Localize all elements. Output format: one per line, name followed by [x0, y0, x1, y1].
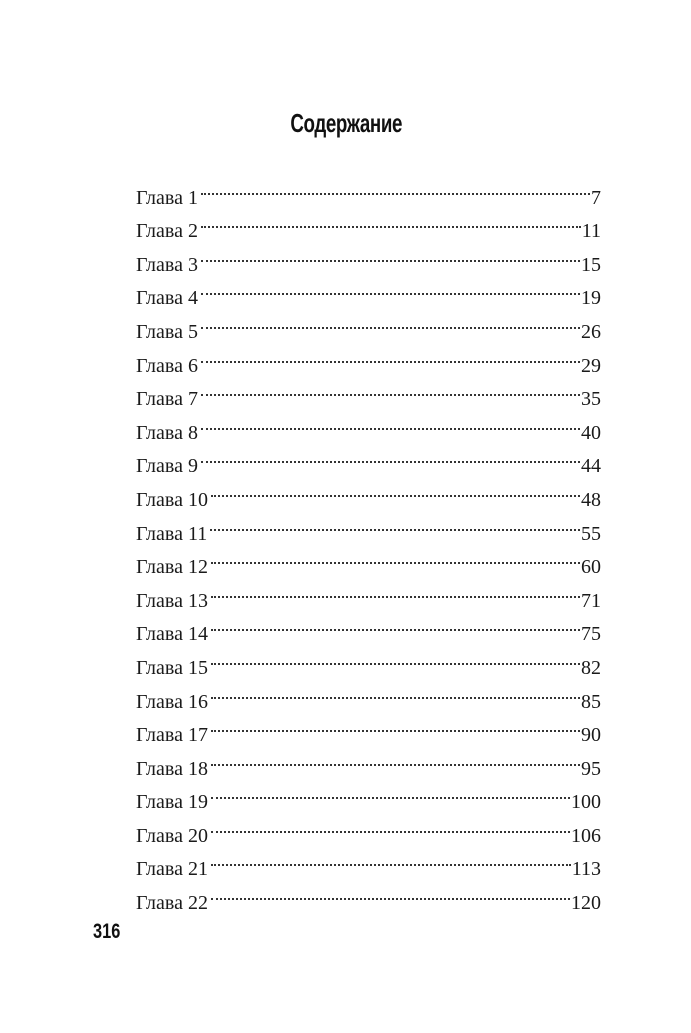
- toc-entry-page: 90: [581, 724, 601, 747]
- toc-dot-leader: [201, 372, 580, 406]
- toc-entry-label: Глава 6: [136, 354, 198, 377]
- toc-dot-leader: [211, 708, 580, 742]
- toc-entry-label: Глава 14: [136, 623, 208, 646]
- toc-entry-page: 44: [581, 455, 601, 478]
- toc-dot-leader: [201, 237, 580, 271]
- toc-dot-leader: [201, 170, 590, 204]
- toc-entry-page: 75: [581, 623, 601, 646]
- toc-dot-leader: [211, 607, 580, 641]
- toc-entry: [136, 237, 601, 276]
- toc-dot-leader: [211, 472, 580, 506]
- toc-dot-leader: [211, 775, 570, 809]
- toc-dot-leader: [211, 640, 580, 674]
- toc-entry-page: 85: [581, 690, 601, 713]
- toc-entry: [136, 405, 601, 444]
- toc-entry-page: 113: [571, 858, 601, 881]
- toc-dot-leader: [201, 338, 580, 372]
- toc-entry-page: 100: [571, 791, 601, 814]
- toc-entry-label: Глава 7: [136, 388, 198, 411]
- toc-entry-page: 15: [581, 253, 601, 276]
- toc-entry-label: Глава 10: [136, 488, 208, 511]
- toc-entry-page: 95: [581, 757, 601, 780]
- toc-dot-leader: [211, 875, 570, 909]
- toc-entry-label: Глава 2: [136, 220, 198, 243]
- toc-dot-leader: [201, 405, 580, 439]
- toc-entry-label: Глава 15: [136, 656, 208, 679]
- toc-dot-leader: [211, 674, 580, 708]
- toc-entry: [136, 271, 601, 310]
- toc-entry-label: Глава 4: [136, 287, 198, 310]
- toc-entry-page: 120: [571, 892, 601, 915]
- toc-entry-page: 11: [581, 220, 601, 243]
- toc-entry-label: Глава 21: [136, 858, 208, 881]
- toc-entry-label: Глава 16: [136, 690, 208, 713]
- page-title: Содержание: [290, 108, 403, 138]
- toc-entry-label: Глава 20: [136, 824, 208, 847]
- toc-dot-leader: [210, 506, 580, 540]
- toc-entry: [136, 304, 601, 343]
- toc-entry-page: 19: [581, 287, 601, 310]
- toc-entry-label: Глава 11: [136, 522, 208, 545]
- toc-entry: [136, 338, 601, 377]
- toc-entry-page: 35: [581, 388, 601, 411]
- toc-entry-label: Глава 13: [136, 589, 208, 612]
- toc-dot-leader: [201, 204, 581, 238]
- toc-entry-page: 26: [581, 320, 601, 343]
- toc-entry-label: Глава 3: [136, 253, 198, 276]
- toc-entry-label: Глава 22: [136, 892, 208, 915]
- toc-entry: [136, 170, 601, 209]
- toc-entry-page: 82: [581, 656, 601, 679]
- toc-entry-label: Глава 12: [136, 556, 208, 579]
- toc-dot-leader: [211, 573, 580, 607]
- toc-entry-page: 29: [581, 354, 601, 377]
- toc-entry-page: 71: [581, 589, 601, 612]
- toc-entry-page: 7: [591, 186, 601, 209]
- page-number: 316: [93, 920, 121, 943]
- toc-dot-leader: [211, 540, 580, 574]
- toc-entry-label: Глава 1: [136, 186, 198, 209]
- toc-dot-leader: [211, 808, 570, 842]
- toc-dot-leader: [211, 741, 580, 775]
- toc-entry-label: Глава 5: [136, 320, 198, 343]
- toc-entry-page: 40: [581, 421, 601, 444]
- toc-entry: [136, 472, 601, 511]
- toc-entry-label: Глава 18: [136, 757, 208, 780]
- toc-dot-leader: [211, 842, 571, 876]
- toc-entry: [136, 439, 601, 478]
- toc-entry: [136, 204, 601, 243]
- toc-entry-page: 106: [571, 824, 601, 847]
- toc-entry-label: Глава 8: [136, 421, 198, 444]
- toc-entry-page: 55: [581, 522, 601, 545]
- toc-entry-page: 48: [581, 488, 601, 511]
- table-of-contents: [136, 170, 601, 915]
- toc-entry-label: Глава 19: [136, 791, 208, 814]
- toc-entry-page: 60: [581, 556, 601, 579]
- toc-entry-label: Глава 9: [136, 455, 198, 478]
- toc-entry: [136, 372, 601, 411]
- toc-dot-leader: [201, 271, 580, 305]
- toc-entry-label: Глава 17: [136, 724, 208, 747]
- toc-dot-leader: [201, 304, 580, 338]
- toc-dot-leader: [201, 439, 580, 473]
